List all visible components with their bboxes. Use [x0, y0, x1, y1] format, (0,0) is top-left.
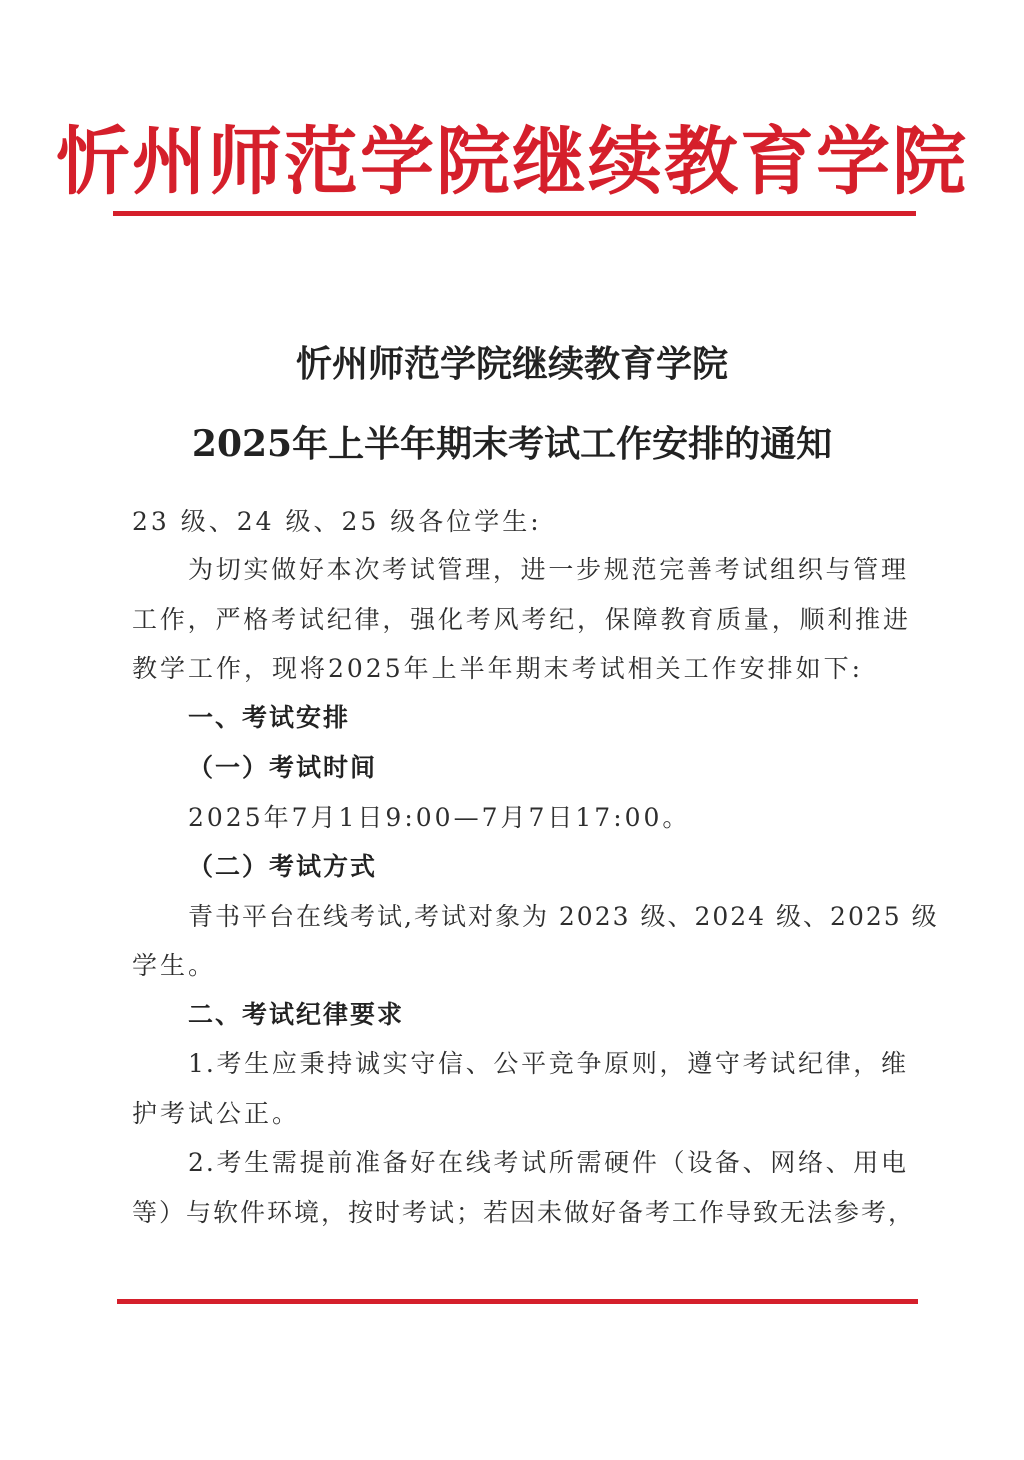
- intro-line-3: 教学工作，现将2025年上半年期末考试相关工作安排如下:: [132, 654, 864, 683]
- rule-item-1-line-1: 1.考生应秉持诚实守信、公平竞争原则，遵守考试纪律，维: [188, 1049, 908, 1078]
- section-1-heading: 一、考试安排: [188, 703, 351, 732]
- letterhead-org-name: 忻州师范学院继续教育学院: [56, 119, 968, 205]
- intro-line-2: 工作，严格考试纪律，强化考风考纪，保障教育质量，顺利推进: [132, 605, 910, 634]
- salutation: 23 级、24 级、25 级各位学生:: [132, 507, 542, 536]
- section-2-heading: 二、考试纪律要求: [188, 1000, 405, 1029]
- notice-title-line-1: 忻州师范学院继续教育学院: [295, 343, 728, 385]
- rule-item-2-line-1: 2.考生需提前准备好在线考试所需硬件（设备、网络、用电: [188, 1148, 908, 1177]
- exam-method-line-2: 学生。: [132, 951, 217, 980]
- exam-time-text: 2025年7月1日9:00—7月7日17:00。: [188, 803, 691, 832]
- rule-item-2-line-2: 等）与软件环境，按时考试；若因未做好备考工作导致无法参考，: [132, 1198, 916, 1227]
- letterhead-red-rule: [113, 211, 916, 216]
- rule-item-1-line-2: 护考试公正。: [132, 1099, 301, 1128]
- notice-title-line-2: 2025年上半年期末考试工作安排的通知: [191, 423, 833, 465]
- footer-red-rule: [117, 1299, 918, 1304]
- exam-method-line-1: 青书平台在线考试,考试对象为 2023 级、2024 级、2025 级: [188, 902, 939, 931]
- section-1-sub-2-heading: （二）考试方式: [188, 852, 378, 881]
- intro-line-1: 为切实做好本次考试管理，进一步规范完善考试组织与管理: [188, 555, 908, 584]
- section-1-sub-1-heading: （一）考试时间: [188, 753, 378, 782]
